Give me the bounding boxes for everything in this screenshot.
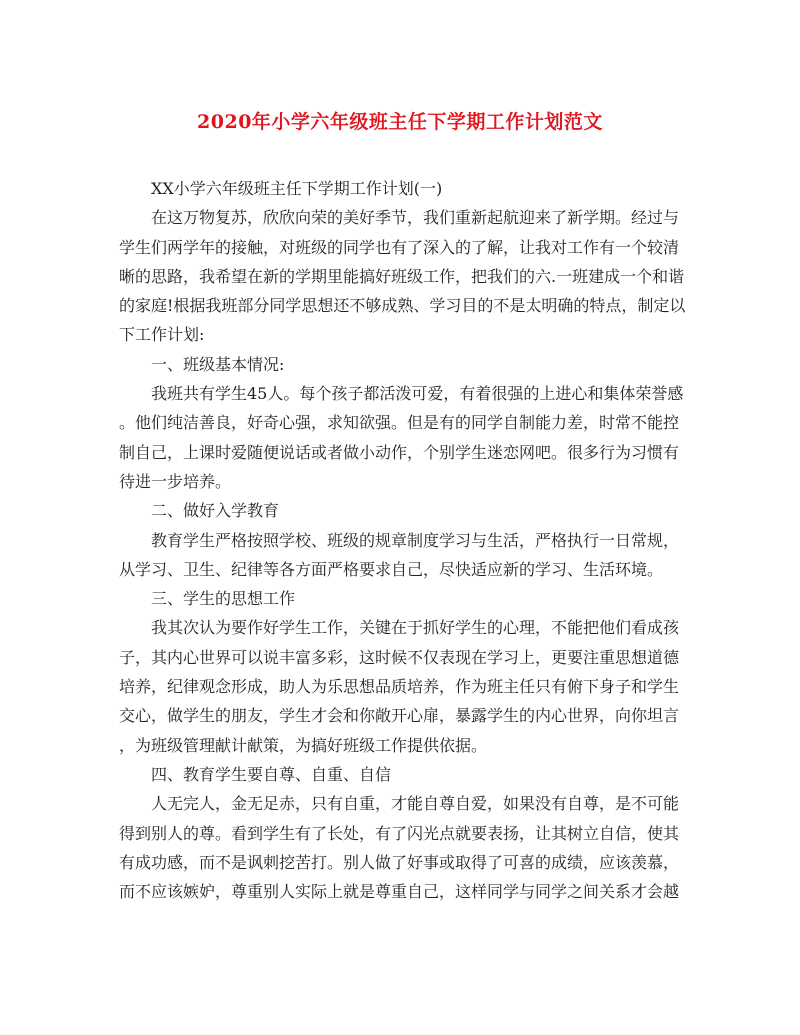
text-line: 从学习、卫生、纪律等各方面严格要求自己，尽快适应新的学习、生活环境。 <box>119 559 664 579</box>
text-line: 而不应该嫉妒，尊重别人实际上就是尊重自己，这样同学与同学之间关系才会越 <box>119 882 680 902</box>
text-line: 下工作计划: <box>119 325 205 345</box>
text-line: 子，其内心世界可以说丰富多彩，这时候不仅表现在学习上，更要注重思想道德 <box>119 647 680 667</box>
text-line: 人无完人，金无足赤，只有自重，才能自尊自爱，如果没有自尊，是不可能 <box>151 794 680 814</box>
text-line: XX小学六年级班主任下学期工作计划(一) <box>151 179 443 198</box>
document-title: 2020年小学六年级班主任下学期工作计划范文 <box>197 111 603 133</box>
text-line: 四、教育学生要自尊、自重、自信 <box>151 764 392 784</box>
text-line: 的家庭!根据我班部分同学思想还不够成熟、学习目的不是太明确的特点，制定以 <box>119 296 686 316</box>
text-line: 。他们纯洁善良，好奇心强，求知欲强。但是有的同学自制能力差，时常不能控 <box>119 413 680 433</box>
text-line: 我其次认为要作好学生工作，关键在于抓好学生的心理，不能把他们看成孩 <box>151 618 680 638</box>
text-line: 得到别人的尊。看到学生有了长处，有了闪光点就要表扬，让其树立自信，使其 <box>119 823 680 843</box>
text-line: 晰的思路，我希望在新的学期里能搞好班级工作，把我们的六.一班建成一个和谐 <box>119 266 685 286</box>
text-line: 培养，纪律观念形成，助人为乐思想品质培养，作为班主任只有俯下身子和学生 <box>119 677 680 697</box>
text-line: 在这万物复苏，欣欣向荣的美好季节，我们重新起航迎来了新学期。经过与 <box>151 208 680 228</box>
text-line: 有成功感，而不是讽刺挖苦打。别人做了好事或取得了可喜的成绩，应该羡慕， <box>119 852 680 872</box>
text-line: 交心，做学生的朋友，学生才会和你敞开心扉，暴露学生的内心世界，向你坦言 <box>119 706 680 726</box>
text-line: 待进一步培养。 <box>119 471 232 491</box>
text-line: 三、学生的思想工作 <box>151 589 296 609</box>
text-line: 制自己，上课时爱随便说话或者做小动作，个别学生迷恋网吧。很多行为习惯有 <box>119 442 680 462</box>
text-line: 学生们两学年的接触，对班级的同学也有了深入的了解，让我对工作有一个较清 <box>119 237 680 257</box>
document-body <box>119 174 686 906</box>
text-line: ，为班级管理献计献策，为搞好班级工作提供依据。 <box>119 735 488 755</box>
text-line: 我班共有学生45人。每个孩子都活泼可爱，有着很强的上进心和集体荣誉感 <box>151 384 684 404</box>
text-line: 教育学生严格按照学校、班级的规章制度学习与生活，严格执行一日常规， <box>151 530 680 550</box>
text-line: 一、班级基本情况: <box>151 354 285 374</box>
text-line: 二、做好入学教育 <box>151 501 280 521</box>
